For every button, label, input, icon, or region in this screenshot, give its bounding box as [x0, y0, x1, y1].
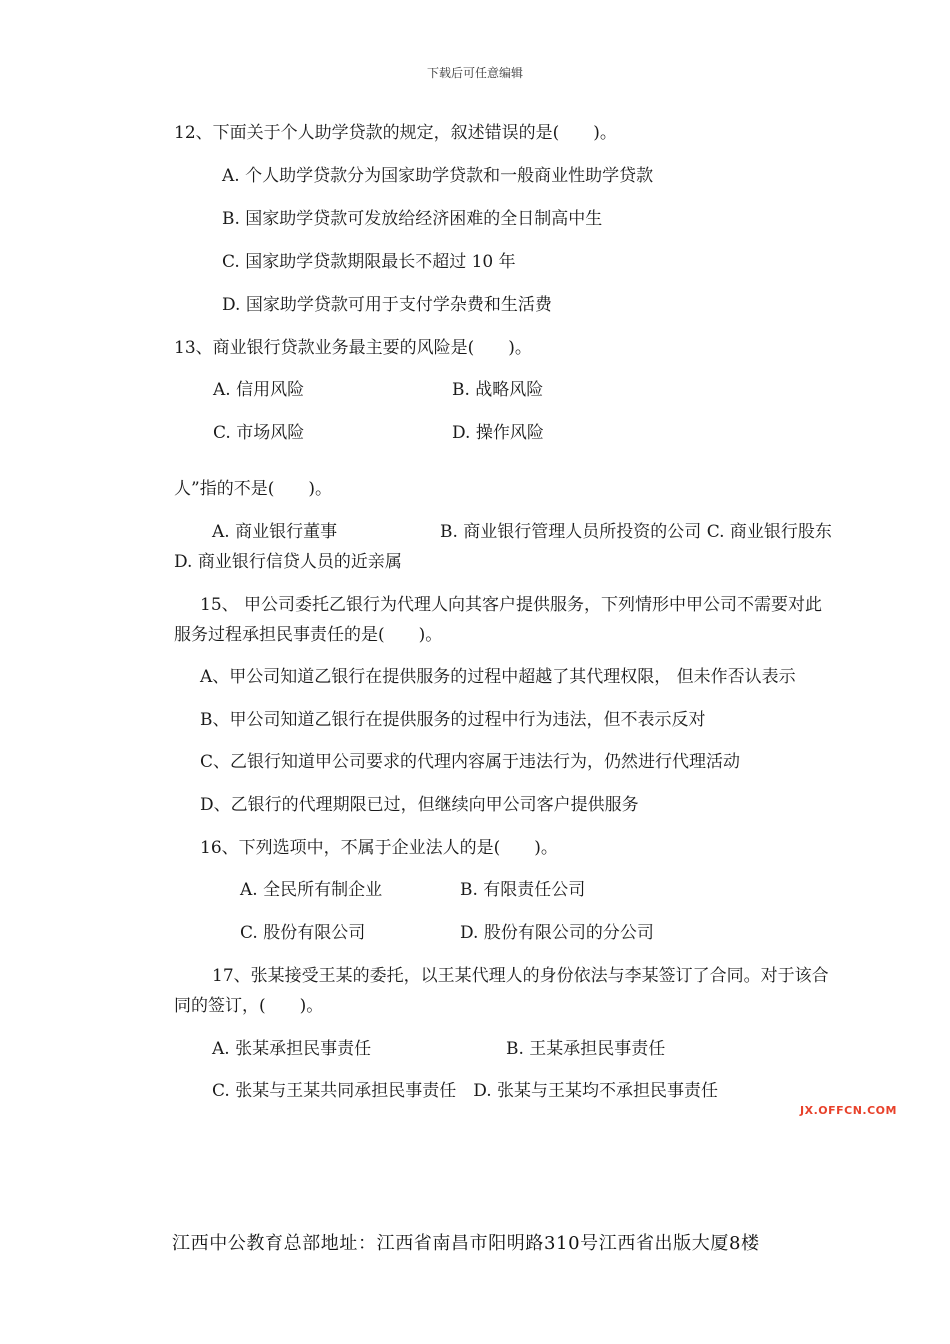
question-13-option-b: B. 战略风险	[452, 380, 544, 400]
question-14-stem-tail: 人”指的不是( )。	[174, 479, 332, 499]
question-12-stem: 12、下面关于个人助学贷款的规定，叙述错误的是( )。	[174, 123, 617, 143]
question-16-option-c: C. 股份有限公司	[240, 923, 366, 943]
question-15-stem-line-2: 服务过程承担民事责任的是( )。	[174, 625, 443, 645]
question-17-option-c-d: C. 张某与王某共同承担民事责任 D. 张某与王某均不承担民事责任	[212, 1081, 719, 1101]
question-15-option-b: B、甲公司知道乙银行在提供服务的过程中行为违法，但不表示反对	[200, 710, 706, 730]
question-13-option-d: D. 操作风险	[452, 423, 544, 443]
question-12-option-c: C. 国家助学贷款期限最长不超过 10 年	[222, 252, 516, 272]
footer-address: 江西中公教育总部地址：江西省南昌市阳明路310号江西省出版大厦8楼	[172, 1233, 760, 1254]
question-15-option-d: D、乙银行的代理期限已过，但继续向甲公司客户提供服务	[200, 795, 639, 815]
question-16-option-b: B. 有限责任公司	[460, 880, 586, 900]
question-16-option-a: A. 全民所有制企业	[240, 880, 383, 900]
question-12-option-a: A. 个人助学贷款分为国家助学贷款和一般商业性助学贷款	[222, 166, 654, 186]
header-note: 下载后可任意编辑	[426, 66, 523, 80]
watermark-logo: JX.OFFCN.COM	[800, 1104, 897, 1117]
question-13-option-c: C. 市场风险	[213, 423, 305, 443]
question-15-option-a: A、甲公司知道乙银行在提供服务的过程中超越了其代理权限， 但未作否认表示	[200, 667, 796, 687]
question-15-option-c: C、乙银行知道甲公司要求的代理内容属于违法行为，仍然进行代理活动	[200, 752, 741, 772]
question-14-option-d: D. 商业银行信贷人员的近亲属	[174, 552, 402, 572]
question-17-stem-line-1: 17、张某接受王某的委托，以王某代理人的身份依法与李某签订了合同。对于该合	[212, 966, 829, 986]
question-14-option-b-c: B. 商业银行管理人员所投资的公司 C. 商业银行股东	[440, 522, 832, 542]
question-13-stem: 13、商业银行贷款业务最主要的风险是( )。	[174, 338, 532, 358]
question-12-option-b: B. 国家助学贷款可发放给经济困难的全日制高中生	[222, 209, 603, 229]
question-14-option-a: A. 商业银行董事	[212, 522, 338, 542]
question-16-stem: 16、下列选项中，不属于企业法人的是( )。	[200, 838, 558, 858]
question-13-option-a: A. 信用风险	[213, 380, 305, 400]
question-16-option-d: D. 股份有限公司的分公司	[460, 923, 654, 943]
question-12-option-d: D. 国家助学贷款可用于支付学杂费和生活费	[222, 295, 552, 315]
question-17-option-b: B. 王某承担民事责任	[506, 1039, 666, 1059]
question-17-stem-line-2: 同的签订，( )。	[174, 996, 324, 1016]
question-17-option-a: A. 张某承担民事责任	[212, 1039, 372, 1059]
question-15-stem-line-1: 15、 甲公司委托乙银行为代理人向其客户提供服务，下列情形中甲公司不需要对此	[200, 595, 823, 615]
